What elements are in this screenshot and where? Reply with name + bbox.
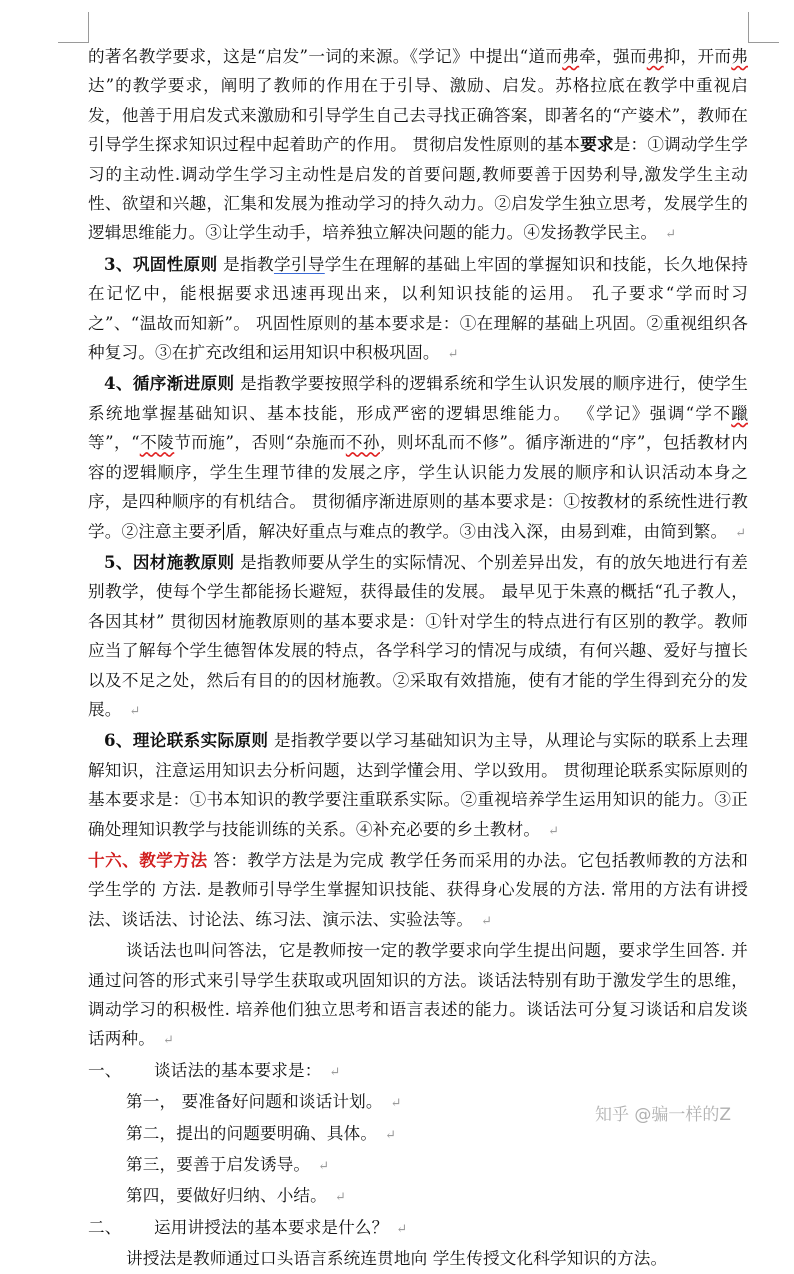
paragraph-individualized-principle: 5、因材施教原则 是指教师要从学生的实际情况、个别差异出发，有的放矢地进行有差别教学，使每个学生都能扬长避短，获得最佳的发展。 最早见于朱熹的概括“孔子教人，各因其材” 贯彻因材施教原则的基本要求是：①针对学生的特点进行有区别的教学。教师应当了解每个学生德智体发展的特点，各学科学习的情况与成绩，有何兴趣、爱好与擅长以及不足之处，然后有目的的因材施教。②采取有效措施，使有才能的学生得到充分的发展。 ↵	[88, 551, 748, 719]
paragraph-mark-icon: ↵	[548, 823, 560, 839]
section-heading-red: 十六、教学方法	[88, 849, 208, 870]
list-heading-one: 一、 谈话法的基本要求是： ↵	[88, 1060, 341, 1080]
paragraph-mark-icon: ↵	[447, 347, 459, 363]
spellcheck-word[interactable]: 不孙	[345, 433, 380, 453]
text-cursor	[223, 522, 224, 540]
list-item: 第四，要做好归纳、小结。 ↵	[126, 1186, 346, 1206]
document-page	[88, 42, 748, 1274]
paragraph-mark-icon: ↵	[665, 227, 677, 243]
page-corner-mark-top-left	[58, 12, 89, 43]
paragraph-mark-icon: ↵	[318, 1159, 330, 1175]
paragraph-teaching-methods: 十六、教学方法 答：教学方法是为完成 教学任务而采用的办法。它包括教师教的方法和学生学的 方法. 是教师引导学生掌握知识技能、获得身心发展的方法. 常用的方法有讲授法、谈话法、讨论法、练习法、演示法、实验法等。 ↵	[88, 849, 748, 929]
hyperlink-text[interactable]: 学引导	[273, 254, 325, 274]
list-item: 第一， 要准备好问题和谈话计划。 ↵	[126, 1092, 402, 1112]
page-corner-mark-top-right	[748, 12, 779, 43]
spellcheck-word[interactable]: 弗	[562, 47, 580, 66]
paragraph-mark-icon: ↵	[162, 1033, 175, 1049]
paragraph-gradual-principle: 4、循序渐进原则 是指教学要按照学科的逻辑系统和学生认识发展的顺序进行，使学生系统地掌握基础知识、基本技能，形成严密的逻辑思维能力。 《学记》强调“学不躐等”，“不陵节而施”，否则“杂施而不孙，则坏乱而不修”。循序渐进的“序”，包括教材内容的逻辑顺序，学生生理节律的发展之序，学生认识能力发展的顺序和认识活动本身之序，是四种顺序的有机结合。 贯彻循序渐进原则的基本要求是：①按教材的系统性进行教学。②注意主要矛 盾，解决好重点与难点的教学。③由浅入深，由易到难，由简到繁。 ↵	[88, 373, 748, 541]
list-heading-two: 二、 运用讲授法的基本要求是什么？ ↵	[88, 1217, 408, 1237]
section-heading: 6、理论联系实际原则	[104, 730, 269, 751]
spellcheck-word[interactable]: 弗	[731, 47, 748, 66]
paragraph-mark-icon: ↵	[385, 1127, 397, 1143]
paragraph-mark-icon: ↵	[735, 525, 747, 541]
paragraph-conversation-method: 谈话法也叫问答法，它是教师按一定的教学要求向学生提出问题，要求学生回答. 并通过问答的形式来引导学生获取或巩固知识的方法。谈话法特别有助于激发学生的思维，调动学习的积极性. 培养他们独立思考和语言表述的能力。谈话法可分复习谈话和启发谈话两种。 ↵	[88, 941, 748, 1049]
spellcheck-word[interactable]: 不陵	[139, 433, 175, 453]
watermark: 知乎 @骗一样的Z	[595, 1105, 732, 1125]
paragraph-lecture-method: 讲授法是教师通过口头语言系统连贯地向 学生传授文化科学知识的方法。	[126, 1249, 668, 1269]
spellcheck-word[interactable]: 弗	[646, 47, 664, 66]
paragraph-mark-icon: ↵	[481, 913, 493, 929]
list-item: 第二，提出的问题要明确、具体。 ↵	[126, 1123, 397, 1143]
section-heading: 5、因材施教原则	[104, 551, 235, 572]
paragraph-consolidation-principle: 3、巩固性原则 是指教学引导学生在理解的基础上牢固的掌握知识和技能，长久地保持在记忆中，能根据要求迅速再现出来，以利知识技能的运用。 孔子要求“学而时习之”、“温故而知新”。 巩固性原则的基本要求是：①在理解的基础上巩固。②重视组织各种复习。③在扩充改组和运用知识中积极巩固。 ↵	[88, 253, 748, 363]
paragraph-mark-icon: ↵	[396, 1221, 408, 1237]
paragraph-heuristic-principle: 的著名教学要求，这是“启发”一词的来源。《学记》中提出“道而弗牵，强而弗抑，开而弗达”的教学要求，阐明了教师的作用在于引导、激励、启发。苏格拉底在教学中重视启发，他善于用启发式来激励和引导学生自己去寻找正确答案，即著名的“产婆术”，教师在引导学生探求知识过程中起着助产的作用。 贯彻启发性原则的基本要求是：①调动学生学习的主动性.调动学生学习主动性是启发的首要问题,教师要善于因势利导,激发学生主动性、欲望和兴趣，汇集和发展为推动学习的持久动力。②启发学生独立思考，发展学生的逻辑思维能力。③让学生动手，培养独立解决问题的能力。④发扬教学民主。 ↵	[88, 47, 748, 243]
section-heading: 3、巩固性原则	[104, 253, 218, 274]
paragraph-mark-icon: ↵	[390, 1096, 402, 1112]
list-item: 第三，要善于启发诱导。 ↵	[126, 1155, 330, 1175]
paragraph-mark-icon: ↵	[329, 1064, 341, 1080]
paragraph-mark-icon: ↵	[129, 703, 141, 719]
section-heading: 4、循序渐进原则	[104, 373, 235, 394]
paragraph-mark-icon: ↵	[334, 1190, 346, 1206]
paragraph-theory-practice-principle: 6、理论联系实际原则 是指教学要以学习基础知识为主导，从理论与实际的联系上去理解知识，注意运用知识去分析问题，达到学懂会用、学以致用。 贯彻理论联系实际原则的基本要求是：①书本知识的教学要注重联系实际。②重视培养学生运用知识的能力。③正确处理知识教学与技能训练的关系。④补充必要的乡土教材。 ↵	[88, 730, 748, 839]
spellcheck-word[interactable]: 躐	[731, 403, 748, 423]
